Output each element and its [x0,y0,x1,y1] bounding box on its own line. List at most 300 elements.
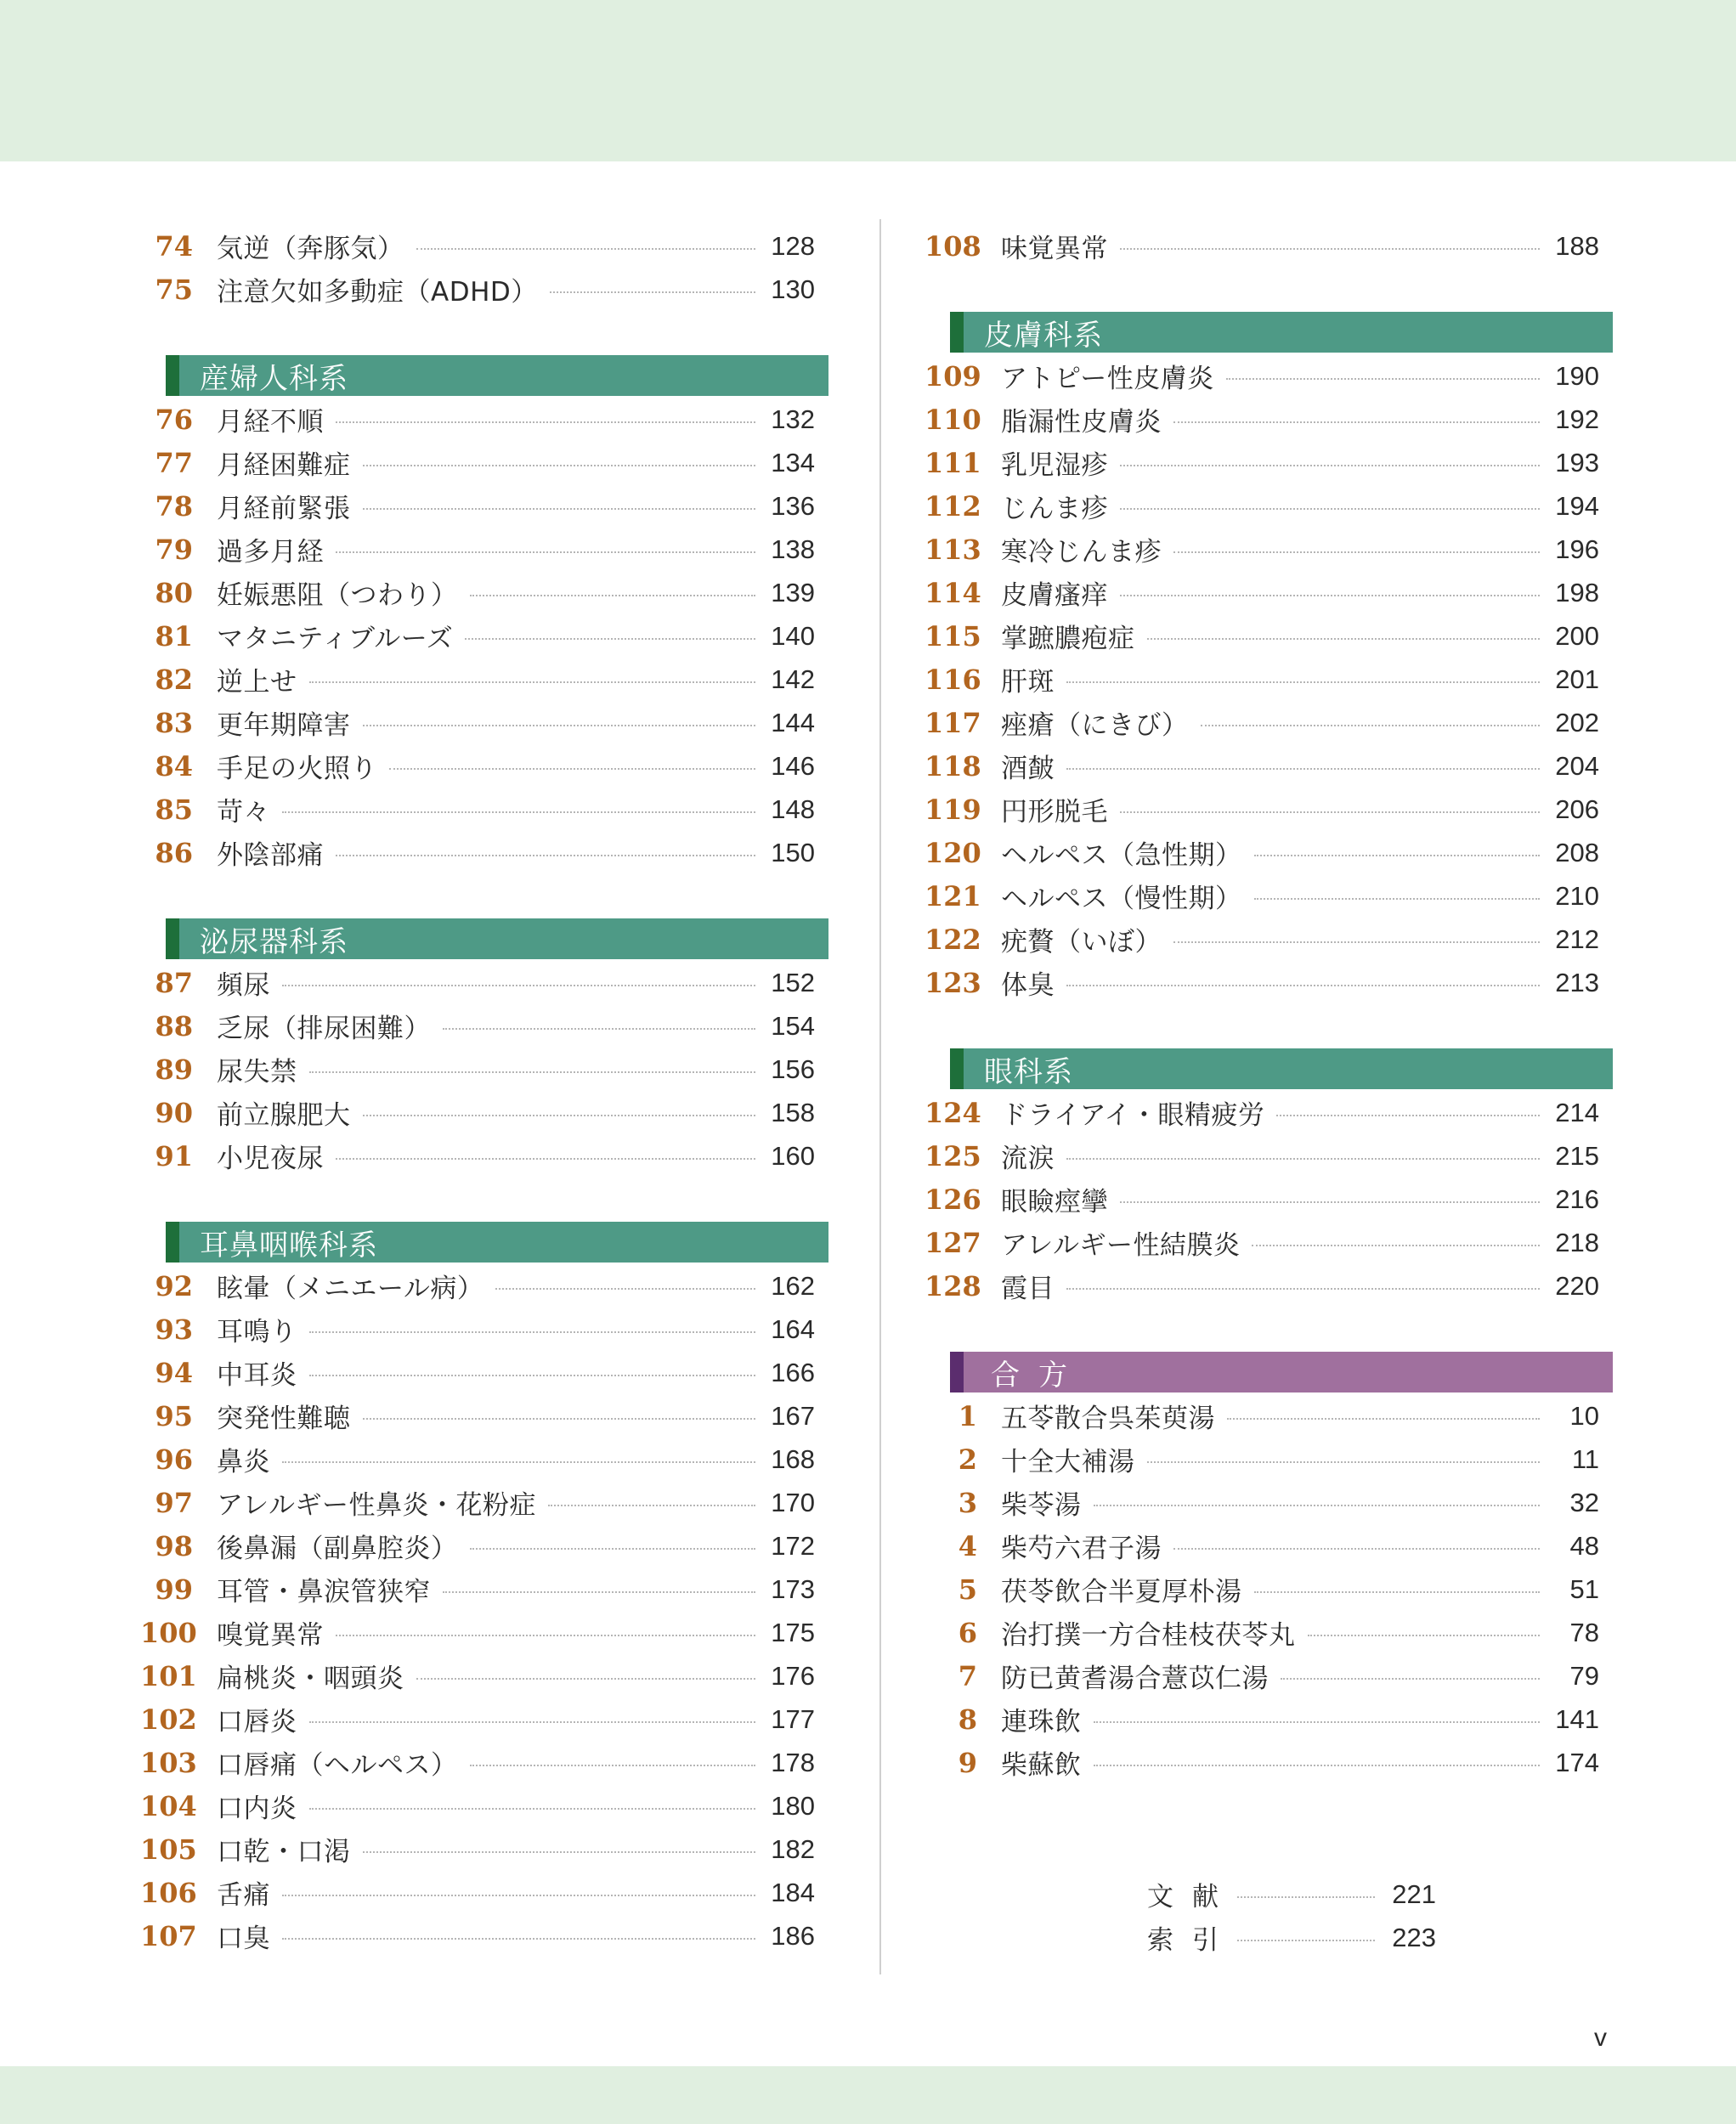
entry-title: 月経不順 [217,407,324,438]
entry-page-number: 190 [1555,360,1599,391]
dot-leader [1120,1201,1540,1203]
entry-number: 84 [155,749,193,782]
entry-page-number: 132 [771,404,815,434]
entry-page-number: 79 [1569,1660,1599,1691]
entry-title: 眩暈（メニエール病） [217,1274,484,1304]
toc-entry[interactable] [140,1914,828,1957]
dot-leader [1254,1591,1541,1593]
entry-title: 注意欠如多動症（ADHD） [217,277,538,308]
toc-entry[interactable] [155,1004,828,1048]
entry-page-number: 138 [771,534,815,564]
entry-number: 76 [155,403,193,436]
entry-title: 防已黄耆湯合薏苡仁湯 [1001,1664,1269,1694]
dot-leader [282,1938,755,1940]
toc-entry[interactable] [140,1698,828,1741]
dot-leader [548,1505,755,1506]
entry-number: 128 [925,1269,981,1302]
entry-title: 小児夜尿 [217,1144,324,1174]
entry-page-number: 134 [771,447,815,477]
dot-leader [336,421,755,423]
toc-entry[interactable] [925,658,1613,701]
toc-entry[interactable] [925,831,1613,874]
entry-page-number: 202 [1555,707,1599,737]
entry-title: 尿失禁 [217,1057,297,1087]
entry-number: 96 [155,1443,193,1476]
entry-title: 突発性難聴 [217,1404,351,1434]
entry-page-number: 218 [1555,1227,1599,1257]
dot-leader [363,1418,756,1420]
entry-title: 口臭 [217,1923,270,1954]
entry-number: 91 [155,1139,193,1172]
entry-page-number: 164 [771,1313,815,1344]
dot-leader [1120,595,1540,596]
entry-number: 97 [155,1486,193,1519]
entry-number: 123 [925,966,981,999]
entry-number: 9 [958,1746,977,1779]
toc-entry[interactable] [155,788,828,831]
entry-title: 疣贅（いぼ） [1001,927,1162,957]
entry-page-number: 154 [771,1010,815,1041]
dot-leader [550,291,755,293]
toc-entry[interactable] [140,1871,828,1914]
toc-entry[interactable] [155,1048,828,1091]
dot-leader [1173,941,1540,943]
dot-leader [1276,1115,1540,1116]
entry-number: 93 [155,1313,193,1346]
entry-page-number: 141 [1555,1703,1599,1734]
entry-number: 126 [925,1183,981,1216]
section-heading-label: 皮膚科系 [984,318,1103,353]
toc-left-column [140,224,828,1957]
entry-number: 113 [925,533,981,566]
toc-entry[interactable] [155,528,828,571]
entry-title: 後鼻漏（副鼻腔炎） [217,1534,458,1564]
entry-title: 耳管・鼻涙管狭窄 [217,1577,431,1607]
toc-entry-index[interactable] [1147,1916,1436,1959]
toc-entry[interactable] [155,1438,828,1481]
entry-page-number: 160 [771,1140,815,1171]
dot-leader [416,248,756,250]
dot-leader [1066,768,1540,770]
toc-entry[interactable] [155,484,828,528]
entry-page-number: 156 [771,1054,815,1084]
toc-entry[interactable] [925,441,1613,484]
dot-leader [470,1765,756,1766]
entry-title: 口唇炎 [217,1707,297,1737]
entry-page-number: 140 [771,620,815,651]
entry-title: 寒冷じんま疹 [1001,537,1162,568]
entry-number: 106 [140,1876,197,1909]
toc-entry[interactable] [155,961,828,1004]
section-heading-marker [950,312,964,353]
entry-number: 112 [925,489,981,523]
entry-page-number: 213 [1555,967,1599,997]
entry-page-number: 176 [771,1660,815,1691]
toc-entry[interactable] [155,1568,828,1611]
entry-number: 101 [140,1659,197,1692]
entry-page-number: 142 [771,664,815,694]
entry-number: 116 [925,663,981,696]
toc-entry[interactable] [950,1654,1613,1698]
dot-leader [416,1678,756,1680]
entry-number: 121 [925,879,981,912]
dot-leader [282,1461,755,1463]
dot-leader [336,1635,755,1636]
entry-page-number: 144 [771,707,815,737]
section-heading [166,1222,828,1263]
entry-number: 103 [140,1746,197,1779]
entry-page-number: 32 [1569,1487,1599,1517]
dot-leader [1173,1548,1540,1550]
entry-title: 月経前緊張 [217,494,351,524]
dot-leader [443,1028,755,1030]
entry-page-number: 162 [771,1270,815,1301]
entry-page-number: 174 [1555,1747,1599,1777]
toc-entry[interactable] [950,1438,1613,1481]
entry-number: 2 [958,1443,977,1476]
entry-title: 前立腺肥大 [217,1100,351,1131]
entry-page-number: 208 [1555,837,1599,867]
dot-leader [1066,985,1540,986]
entry-page-number: 139 [771,577,815,607]
toc-entry[interactable] [155,224,828,268]
toc-entry[interactable] [925,701,1613,744]
entry-title: 円形脱毛 [1001,797,1108,828]
entry-number: 99 [155,1573,193,1606]
dot-leader [309,1808,756,1810]
entry-number: 102 [140,1703,197,1736]
toc-entry[interactable] [140,1741,828,1784]
entry-title: 肝斑 [1001,667,1055,698]
dot-leader [363,508,756,510]
dot-leader [1066,1288,1540,1290]
dot-leader [309,1375,756,1376]
toc-entry[interactable] [155,744,828,788]
toc-entry[interactable] [950,1481,1613,1524]
toc-entry[interactable] [925,354,1613,398]
dot-leader [1120,508,1540,510]
entry-title: 治打撲一方合桂枝茯苓丸 [1001,1620,1296,1651]
section-spacer [950,268,1613,310]
entry-number: 7 [958,1659,977,1692]
dot-leader [1066,681,1540,683]
toc-entry[interactable] [155,1524,828,1568]
entry-number: 125 [925,1139,981,1172]
toc-entry[interactable] [140,1827,828,1871]
section-heading-label: 耳鼻咽喉科系 [200,1228,378,1263]
dot-leader [1281,1678,1540,1680]
toc-entry[interactable] [925,1178,1613,1221]
entry-number: 109 [925,359,981,393]
entry-title: アトピー性皮膚炎 [1001,364,1214,394]
toc-entry[interactable] [950,1741,1613,1784]
toc-entry[interactable] [155,701,828,744]
entry-number: 127 [925,1226,981,1259]
section-heading-marker [166,355,179,396]
dot-leader [363,1115,756,1116]
entry-page-number: 78 [1569,1617,1599,1647]
entry-title: ヘルペス（慢性期） [1001,884,1242,914]
section-heading [950,312,1613,353]
entry-title: じんま疹 [1001,494,1108,524]
entry-page-number: 172 [771,1530,815,1561]
entry-page-number: 188 [1555,230,1599,261]
entry-title: 中耳炎 [217,1360,297,1391]
entry-page-number: 204 [1555,750,1599,781]
entry-title: ドライアイ・眼精疲労 [1001,1100,1265,1131]
entry-page-number: 216 [1555,1183,1599,1214]
entry-title: 逆上せ [217,667,297,698]
section-heading-marker [950,1352,964,1392]
toc-entry[interactable] [925,1264,1613,1308]
toc-entry[interactable] [140,1784,828,1827]
dot-leader [1252,1245,1540,1246]
toc-entry[interactable] [950,1568,1613,1611]
dot-leader [336,1158,755,1160]
entry-page-number: 193 [1555,447,1599,477]
entry-title: 頻尿 [217,970,270,1001]
entry-page-number: 168 [771,1443,815,1474]
toc-entry[interactable] [950,1524,1613,1568]
entry-number: 104 [140,1789,197,1822]
toc-entry-references[interactable] [1147,1873,1436,1916]
section-heading-label: 眼科系 [984,1054,1073,1089]
entry-page-number: 198 [1555,577,1599,607]
entry-title: 過多月経 [217,537,324,568]
entry-title: 酒皶 [1001,754,1055,784]
entry-page-number: 170 [771,1487,815,1517]
toc-entry[interactable] [155,1351,828,1394]
toc-entry[interactable] [140,1654,828,1698]
entry-number: 122 [925,923,981,956]
entry-title: 気逆（奔豚気） [217,234,404,264]
entry-page-number: 210 [1555,880,1599,911]
references-title: 文献 [1147,1882,1237,1912]
toc-entry[interactable] [140,1611,828,1654]
entry-page-number: 212 [1555,924,1599,954]
entry-number: 75 [155,273,193,306]
toc-right-column [925,224,1613,1784]
entry-title: 鼻炎 [217,1447,270,1477]
toc-entry[interactable] [155,441,828,484]
entry-page-number: 150 [771,837,815,867]
entry-title: 眼瞼痙攣 [1001,1187,1108,1217]
entry-title: 流涙 [1001,1144,1055,1174]
entry-number: 124 [925,1096,981,1129]
toc-entry[interactable] [155,1308,828,1351]
section-heading [166,355,828,396]
toc-entry[interactable] [155,1481,828,1524]
toc-entry[interactable] [925,614,1613,658]
entry-number: 74 [155,229,193,263]
toc-entry[interactable] [925,744,1613,788]
entry-number: 90 [155,1096,193,1129]
entry-title: アレルギー性結膜炎 [1001,1230,1241,1261]
entry-page-number: 166 [771,1357,815,1387]
entry-title: 味覚異常 [1001,234,1108,264]
dot-leader [1066,1158,1540,1160]
section-spacer [950,1308,1613,1350]
dot-leader [1254,855,1541,856]
dot-leader [470,1548,756,1550]
dot-leader [336,855,755,856]
entry-number: 3 [958,1486,977,1519]
dot-leader [1120,811,1540,813]
entry-page-number: 175 [771,1617,815,1647]
entry-number: 77 [155,446,193,479]
toc-entry[interactable] [155,1264,828,1308]
entry-number: 114 [925,576,981,609]
dot-leader [1173,421,1540,423]
entry-number: 120 [925,836,981,869]
entry-number: 78 [155,489,193,523]
entry-page-number: 173 [771,1573,815,1604]
dot-leader [1094,1765,1541,1766]
references-page: 221 [1392,1878,1436,1909]
dot-leader [363,725,756,726]
entry-title: 更年期障害 [217,710,351,741]
entry-page-number: 192 [1555,404,1599,434]
toc-entry[interactable] [950,1698,1613,1741]
section-heading-marker [950,1048,964,1089]
section-spacer [166,874,828,917]
entry-number: 94 [155,1356,193,1389]
entry-title: 茯苓飲合半夏厚朴湯 [1001,1577,1242,1607]
section-heading-marker [166,918,179,959]
entry-number: 95 [155,1399,193,1432]
toc-entry[interactable] [155,1394,828,1438]
entry-title: 苛々 [217,797,270,828]
entry-page-number: 11 [1571,1443,1599,1474]
entry-number: 5 [958,1573,977,1606]
entry-number: 8 [958,1703,977,1736]
toc-entry[interactable] [155,658,828,701]
entry-number: 108 [925,229,981,263]
toc-entry[interactable] [925,874,1613,918]
toc-entry[interactable] [925,918,1613,961]
entry-title: 耳鳴り [217,1317,297,1347]
entry-page-number: 200 [1555,620,1599,651]
toc-entry[interactable] [950,1611,1613,1654]
entry-title: 柴芍六君子湯 [1001,1534,1162,1564]
section-heading [166,918,828,959]
entry-title: 口乾・口渇 [217,1837,351,1867]
entry-page-number: 184 [771,1877,815,1907]
entry-number: 87 [155,966,193,999]
dot-leader [309,1331,756,1333]
entry-page-number: 128 [771,230,815,261]
dot-leader [495,1288,755,1290]
entry-number: 4 [958,1529,977,1562]
entry-page-number: 182 [771,1833,815,1864]
entry-title: 口唇痛（ヘルペス） [217,1750,458,1781]
entry-number: 117 [925,706,981,739]
entry-title: 乳児湿疹 [1001,450,1108,481]
index-page: 223 [1392,1922,1436,1952]
entry-page-number: 214 [1555,1097,1599,1127]
section-heading [950,1048,1613,1089]
entry-number: 107 [140,1919,197,1952]
index-title: 索引 [1147,1925,1237,1956]
entry-page-number: 10 [1569,1400,1599,1431]
toc-entry[interactable] [925,788,1613,831]
toc-entry[interactable] [925,1091,1613,1134]
toc-entry[interactable] [155,571,828,614]
entry-page-number: 186 [771,1920,815,1951]
section-heading-label: 合方 [991,1358,1086,1392]
entry-page-number: 136 [771,490,815,521]
entry-page-number: 146 [771,750,815,781]
toc-entry[interactable] [155,831,828,874]
entry-page-number: 194 [1555,490,1599,521]
entry-title: 扁桃炎・咽頭炎 [217,1664,404,1694]
section-heading [950,1352,1613,1392]
toc-entry[interactable] [925,528,1613,571]
toc-entry[interactable] [925,398,1613,441]
dot-leader [1094,1505,1541,1506]
toc-entry[interactable] [925,571,1613,614]
entry-page-number: 220 [1555,1270,1599,1301]
entry-page-number: 148 [771,794,815,824]
entry-number: 88 [155,1009,193,1042]
dot-leader [465,638,755,640]
dot-leader [309,1721,756,1723]
entry-title: 連珠飲 [1001,1707,1082,1737]
entry-number: 85 [155,793,193,826]
toc-entry[interactable] [925,1221,1613,1264]
dot-leader [1254,898,1541,900]
toc-entry[interactable] [155,1134,828,1178]
toc-entry[interactable] [925,484,1613,528]
dot-leader [282,811,755,813]
toc-entry[interactable] [155,614,828,658]
entry-page-number: 167 [771,1400,815,1431]
entry-title: 脂漏性皮膚炎 [1001,407,1162,438]
entry-title: 体臭 [1001,970,1055,1001]
entry-page-number: 206 [1555,794,1599,824]
dot-leader [309,1071,756,1073]
entry-page-number: 130 [771,274,815,304]
toc-entry[interactable] [950,1394,1613,1438]
toc-entry[interactable] [155,1091,828,1134]
entry-title: 柴蘇飲 [1001,1750,1082,1781]
entry-number: 100 [140,1616,197,1649]
toc-entry[interactable] [155,268,828,311]
entry-title: 手足の火照り [217,754,377,784]
dot-leader [282,985,755,986]
entry-number: 118 [925,749,981,782]
toc-entry[interactable] [155,398,828,441]
toc-entry[interactable] [925,961,1613,1004]
entry-page-number: 196 [1555,534,1599,564]
entry-title: アレルギー性鼻炎・花粉症 [217,1490,536,1521]
entry-number: 92 [155,1269,193,1302]
dot-leader [1227,1418,1540,1420]
dot-leader [1120,465,1540,466]
dot-leader [1237,1896,1375,1898]
entry-title: 口内炎 [217,1794,297,1824]
toc-entry[interactable] [925,1134,1613,1178]
section-spacer [166,311,828,353]
toc-entry[interactable] [925,224,1613,268]
section-spacer [950,1004,1613,1047]
dot-leader [443,1591,755,1593]
entry-title: 五苓散合呉茱萸湯 [1001,1404,1215,1434]
entry-title: 皮膚瘙痒 [1001,580,1108,611]
dot-leader [1094,1721,1541,1723]
entry-number: 83 [155,706,193,739]
entry-title: 掌蹠膿疱症 [1001,624,1135,654]
